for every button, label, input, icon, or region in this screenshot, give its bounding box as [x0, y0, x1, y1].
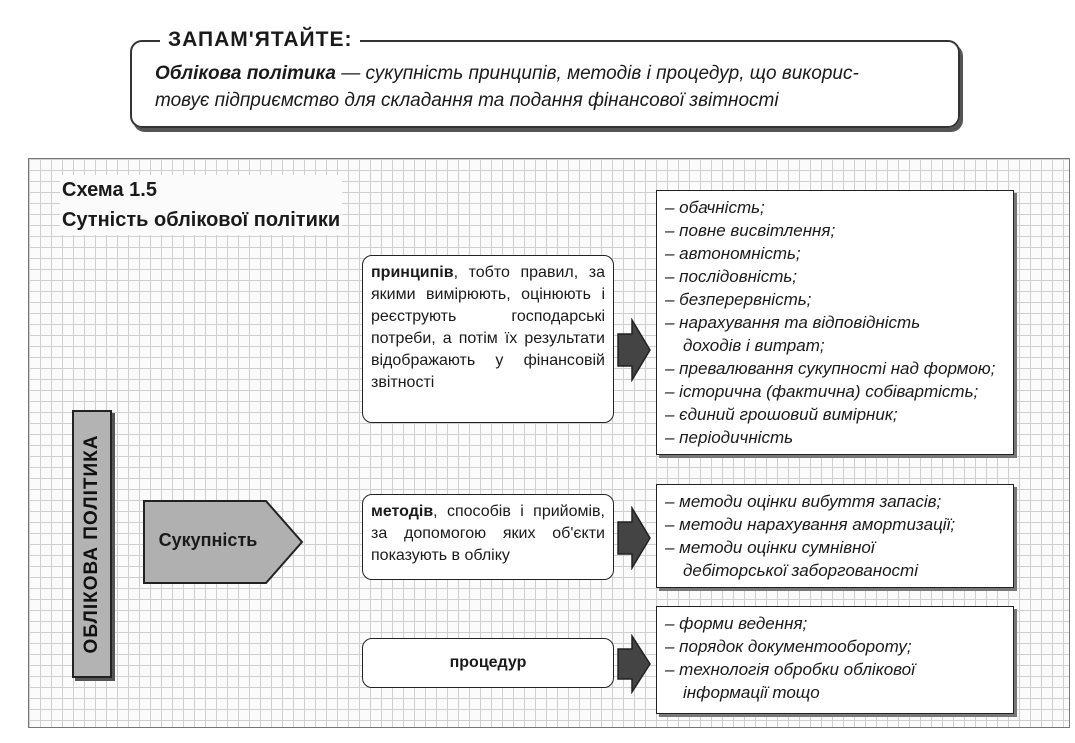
remember-title: ЗАПАМ'ЯТАЙТЕ:: [160, 28, 360, 52]
methods-box: [362, 494, 614, 580]
list-item: дебіторської заборгованості: [683, 561, 918, 580]
procedures-box: [362, 638, 614, 688]
list-item: – обачність;: [665, 198, 765, 217]
list-item: – єдиний грошовий вимірник;: [665, 405, 898, 424]
schema-heading: [60, 175, 342, 235]
center-node-label: Сукупність: [158, 530, 258, 550]
list-item: – порядок документообороту;: [665, 637, 912, 656]
schema-number: Схема 1.5: [60, 175, 342, 205]
principles-text: , тобто правил, за якими вимірюють, оцінюють і реєструють господарські потреби, а потім їх результати відображають у фінансовій звітності: [371, 264, 605, 391]
list-item: – послідовність;: [665, 267, 798, 286]
arrow-right-icon: [616, 506, 652, 570]
arrow-right-icon: [616, 634, 652, 694]
schema-title: Сутність облікової політики: [60, 205, 342, 235]
remember-definition: [155, 60, 945, 114]
list-item: інформації тощо: [683, 683, 820, 702]
principles-keyword: принципів: [371, 264, 454, 281]
list-item: – форми ведення;: [665, 614, 808, 633]
vertical-label-text: ОБЛІКОВА ПОЛІТИКА: [81, 434, 102, 654]
list-item: доходів і витрат;: [683, 336, 825, 355]
list-item: – методи нарахування амортизації;: [665, 515, 956, 534]
list-item: – методи оцінки сумнівної: [665, 538, 875, 557]
remember-definition-line2: товує підприємство для складання та подання фінансової звітності: [155, 90, 779, 111]
remember-definition-line1: — сукупність принципів, методів і процедур, що викорис-: [335, 63, 859, 84]
list-item: – безперервність;: [665, 290, 812, 309]
principles-list: [656, 190, 1014, 455]
procedures-keyword: процедур: [449, 654, 527, 671]
list-item: – превалювання сукупності над формою;: [665, 359, 996, 378]
methods-text: , способів і прийомів, за допомогою яких об'єкти показують в обліку: [371, 503, 605, 564]
list-item: – історична (фактична) собівартість;: [665, 382, 979, 401]
list-item: – періодичність: [665, 428, 794, 447]
methods-list: [656, 484, 1014, 588]
remember-term: Облікова політика: [155, 63, 336, 84]
list-item: – методи оцінки вибуття запасів;: [665, 492, 942, 511]
procedures-list: [656, 606, 1014, 714]
list-item: – технологія обробки облікової: [665, 660, 915, 679]
list-item: – автономність;: [665, 244, 801, 263]
list-item: – нарахування та відповідність: [665, 313, 921, 332]
principles-box: [362, 255, 614, 423]
list-item: – повне висвітлення;: [665, 221, 836, 240]
methods-keyword: методів: [371, 503, 434, 520]
arrow-right-icon: [616, 318, 652, 382]
